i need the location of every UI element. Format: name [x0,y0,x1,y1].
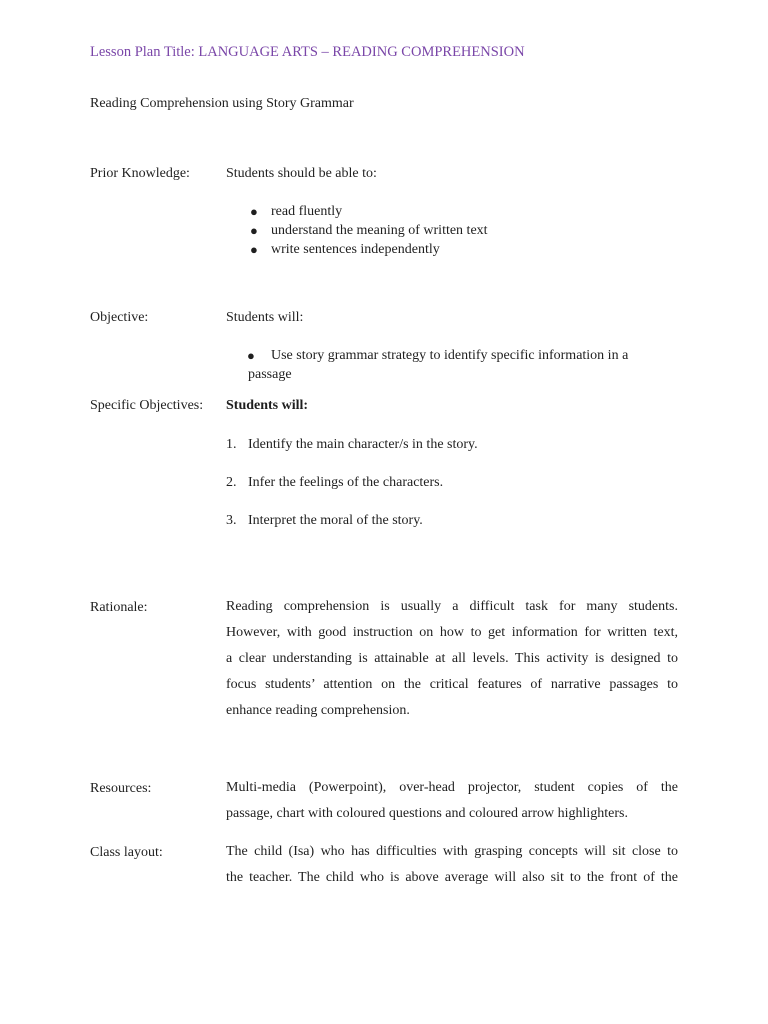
resources-paragraph: Multi-media (Powerpoint), over-head projector, student copies of the passage, chart with coloured questions and coloured arrow highlighters. [226,780,678,821]
bullet-icon: ● [250,204,258,219]
numbered-item: 1. Identify the main character/s in the story. [226,437,478,452]
prior-knowledge-intro: Students should be able to: [226,166,377,181]
objective-item: ● Use story grammar strategy to identify specific information in a passage [247,348,629,382]
prior-knowledge-list [226,202,488,259]
rationale-paragraph: Reading comprehension is usually a difficult task for many students. However, with good instruction on how to get information for written text, a clear understanding is attainable at all levels. This activity is designed to focus students’ attention on the critical features of narrative passages to enhance reading comprehension. [226,599,678,718]
objective-intro: Students will: [226,310,304,325]
title-value: LANGUAGE ARTS – READING COMPREHENSION [198,44,525,60]
prior-knowledge-label: Prior Knowledge: [90,166,190,181]
list-item: ● write sentences independently [250,242,440,257]
specific-objectives-label: Specific Objectives: [90,398,204,413]
specific-objectives-intro: Students will: [226,398,309,413]
list-item: ● understand the meaning of written text [250,223,488,238]
class-layout-label: Class layout: [90,845,163,860]
list-item: ● read fluently [250,204,343,219]
rationale-label: Rationale: [90,600,148,615]
bullet-icon: ● [247,348,255,363]
lesson-plan-title [90,44,525,61]
numbered-item: 3. Interpret the moral of the story. [226,513,423,528]
title-prefix: Lesson Plan Title: [90,44,195,60]
objective-label: Objective: [90,310,149,325]
class-layout-paragraph: The child (Isa) who has difficulties with grasping concepts will sit close to the teacher. The child who is above average will also sit to the front of the [226,844,678,885]
lesson-subtitle: Reading Comprehension using Story Grammar [90,96,354,111]
resources-label: Resources: [90,781,152,796]
bullet-icon: ● [250,242,258,257]
bullet-icon: ● [250,223,258,238]
numbered-item: 2. Infer the feelings of the characters. [226,475,444,490]
